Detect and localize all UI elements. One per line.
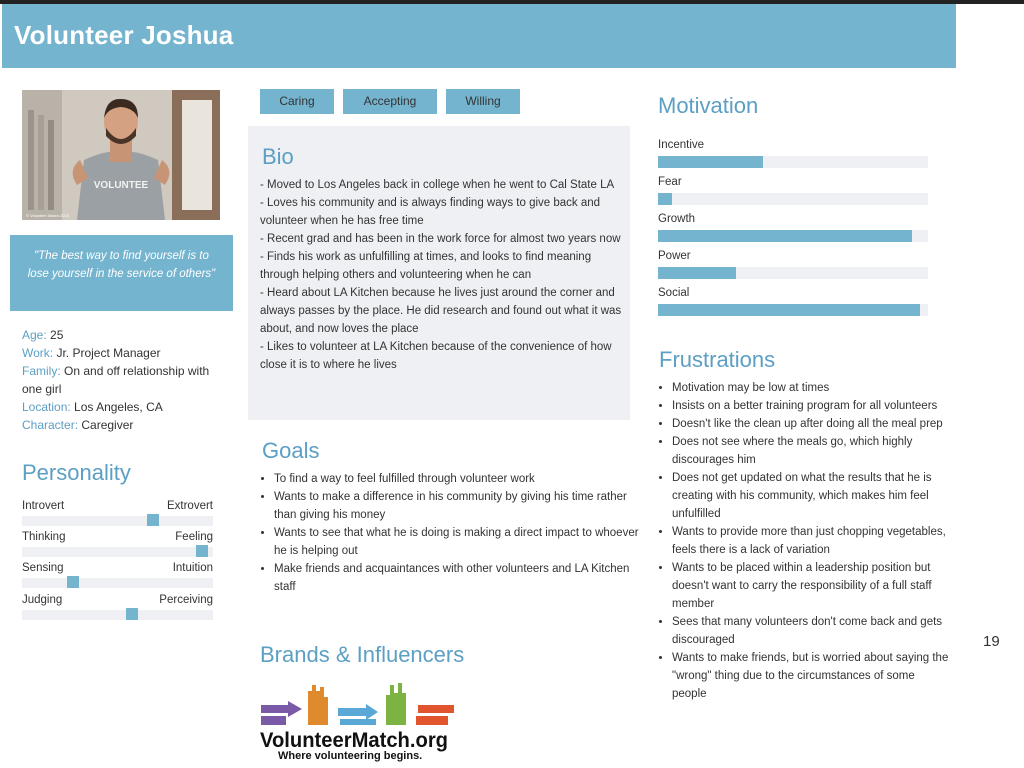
motivation-item bbox=[658, 287, 928, 324]
bio-line: - Likes to volunteer at LA Kitchen because of the convenience of how close it is to where he lives bbox=[260, 341, 612, 371]
shirt-text: VOLUNTEE bbox=[93, 180, 149, 191]
scale-left-label: Introvert bbox=[22, 500, 65, 512]
personality-scale bbox=[22, 531, 213, 563]
personality-scale bbox=[22, 562, 213, 594]
motivation-track bbox=[658, 156, 928, 168]
trait-tag: Willing bbox=[446, 89, 520, 114]
motivation-fill bbox=[658, 193, 672, 205]
scale-right-label: Intuition bbox=[172, 562, 213, 574]
frustration-item: • Wants to make friends, but is worried about saying the "wrong" thing due to the circumstances of some people bbox=[672, 649, 952, 703]
fact-family bbox=[22, 362, 227, 398]
motivation-track bbox=[658, 267, 928, 279]
fact-label: Age: bbox=[22, 328, 47, 342]
motivation-label: Power bbox=[658, 250, 691, 262]
motivation-item bbox=[658, 213, 928, 250]
header-banner bbox=[2, 4, 956, 68]
scale-left-label: Sensing bbox=[22, 562, 64, 574]
frustration-item: • Does not get updated on what the results that he is creating with his community, which makes him feel unfulfilled bbox=[672, 469, 952, 523]
motivation-track bbox=[658, 230, 928, 242]
goal-item: • To find a way to feel fulfilled through volunteer work bbox=[274, 470, 644, 488]
motivation-item bbox=[658, 139, 928, 176]
scale-right-label: Feeling bbox=[175, 531, 213, 543]
brands-title: Brands & Influencers bbox=[260, 642, 465, 667]
fact-character bbox=[22, 416, 227, 434]
bio-text bbox=[260, 176, 622, 374]
persona-quote: "The best way to find yourself is to lose yourself in the service of others" bbox=[10, 235, 233, 311]
motivation-item bbox=[658, 176, 928, 213]
scale-right-label: Perceiving bbox=[159, 594, 213, 606]
logo-hands bbox=[261, 683, 454, 725]
motivation-label: Social bbox=[658, 287, 690, 299]
fact-value: Jr. Project Manager bbox=[56, 346, 161, 360]
scale-track bbox=[22, 547, 213, 557]
frustration-item: • Doesn't like the clean up after doing all the meal prep bbox=[672, 415, 952, 433]
motivation-label: Growth bbox=[658, 213, 696, 225]
scale-left-label: Thinking bbox=[22, 531, 66, 543]
frustration-item: • Wants to be placed within a leadership position but doesn't want to carry the responsibility of a full staff member bbox=[672, 559, 952, 613]
personality-scale bbox=[22, 594, 213, 626]
fact-work bbox=[22, 344, 227, 362]
trait-tag: Caring bbox=[260, 89, 334, 114]
page-number: 19 bbox=[983, 633, 1000, 650]
trait-tag: Accepting bbox=[343, 89, 437, 114]
fact-value: Caregiver bbox=[81, 418, 134, 432]
bio-line: - Heard about LA Kitchen because he lives just around the corner and always passes by the place. He did research and found out what it was about, and now loves the place bbox=[260, 287, 622, 335]
motivation-track bbox=[658, 304, 928, 316]
scale-track bbox=[22, 516, 213, 526]
scale-right-label: Extrovert bbox=[166, 500, 213, 512]
scale-marker bbox=[196, 545, 208, 557]
fact-label: Work: bbox=[22, 346, 54, 360]
fact-label: Character: bbox=[22, 418, 79, 432]
motivation-label: Fear bbox=[658, 176, 682, 188]
frustration-item: • Does not see where the meals go, which highly discourages him bbox=[672, 433, 952, 469]
persona-photo bbox=[22, 90, 220, 220]
frustration-item: • Wants to provide more than just chopping vegetables, feels there is a lack of variation bbox=[672, 523, 952, 559]
logo-tagline: Where volunteering begins. bbox=[278, 750, 423, 762]
fact-label: Family: bbox=[22, 364, 61, 378]
personality-scale bbox=[22, 500, 213, 532]
goal-item: • Make friends and acquaintances with other volunteers and LA Kitchen staff bbox=[274, 560, 644, 596]
motivation-title: Motivation bbox=[658, 93, 759, 118]
volunteermatch-logo bbox=[258, 683, 468, 763]
logo-name: VolunteerMatch.org bbox=[260, 729, 448, 752]
goals-list bbox=[258, 470, 644, 596]
bio-line: - Finds his work as unfulfilling at times, and looks to find meaning through helping others and volunteering when he can bbox=[260, 251, 592, 281]
goal-item: • Wants to make a difference in his community by giving his time rather than giving his money bbox=[274, 488, 644, 524]
fact-age bbox=[22, 326, 227, 344]
bio-title: Bio bbox=[262, 144, 294, 169]
frustrations-title: Frustrations bbox=[659, 347, 776, 372]
scale-track bbox=[22, 610, 213, 620]
persona-facts bbox=[22, 326, 227, 434]
motivation-item bbox=[658, 250, 928, 287]
bio-line: - Moved to Los Angeles back in college when he went to Cal State LA bbox=[260, 179, 615, 191]
frustration-item: • Motivation may be low at times bbox=[672, 379, 952, 397]
persona-photo-image bbox=[22, 90, 220, 220]
frustration-item: • Insists on a better training program for all volunteers bbox=[672, 397, 952, 415]
goals-title: Goals bbox=[262, 438, 320, 463]
scale-marker bbox=[67, 576, 79, 588]
fact-value: 25 bbox=[50, 328, 64, 342]
fact-value: Los Angeles, CA bbox=[74, 400, 163, 414]
bio-panel bbox=[248, 126, 630, 420]
fact-value: On and off relationship with one girl bbox=[22, 364, 210, 396]
motivation-fill bbox=[658, 304, 920, 316]
volunteermatch-logo-image bbox=[258, 683, 468, 763]
motivation-track bbox=[658, 193, 928, 205]
goal-item: • Wants to see that what he is doing is making a direct impact to whoever he is helping out bbox=[274, 524, 644, 560]
motivation-fill bbox=[658, 267, 736, 279]
photo-caption: © Volunteer Match 2015 bbox=[26, 213, 69, 218]
scale-left-label: Judging bbox=[22, 594, 63, 606]
frustration-item: • Sees that many volunteers don't come back and gets discouraged bbox=[672, 613, 952, 649]
frustrations-list bbox=[656, 379, 952, 703]
personality-title: Personality bbox=[22, 460, 131, 485]
bio-line: - Recent grad and has been in the work force for almost two years now bbox=[260, 233, 621, 245]
scale-marker bbox=[126, 608, 138, 620]
page-title: Volunteer Joshua bbox=[14, 20, 234, 50]
scale-marker bbox=[147, 514, 159, 526]
motivation-label: Incentive bbox=[658, 139, 705, 151]
fact-location bbox=[22, 398, 227, 416]
scale-track bbox=[22, 578, 213, 588]
bio-line: - Loves his community and is always finding ways to give back and volunteer when he has free time bbox=[260, 197, 601, 227]
fact-label: Location: bbox=[22, 400, 71, 414]
motivation-fill bbox=[658, 230, 912, 242]
motivation-fill bbox=[658, 156, 763, 168]
